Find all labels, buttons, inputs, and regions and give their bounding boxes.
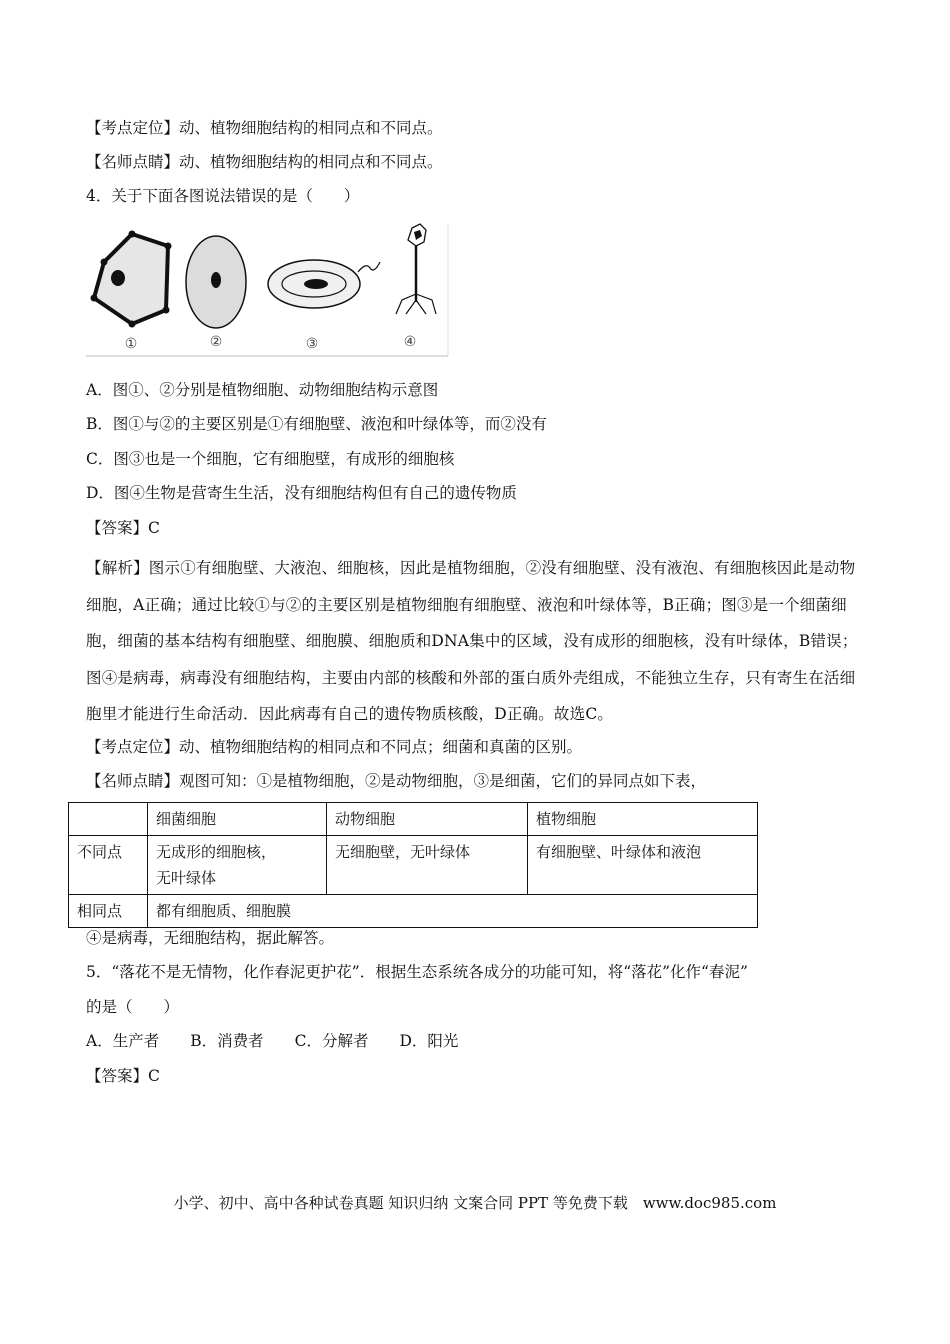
animal-cell-drawing <box>186 236 246 328</box>
table-cell: 都有细胞质、细胞膜 <box>148 895 758 928</box>
kaodian-1: 【考点定位】动、植物细胞结构的相同点和不同点。 <box>86 119 443 137</box>
virus-drawing <box>396 224 436 314</box>
table-header-cell: 动物细胞 <box>327 803 528 836</box>
q4-option-b: B．图①与②的主要区别是①有细胞壁、液泡和叶绿体等，而②没有 <box>86 415 547 433</box>
comparison-table <box>68 802 758 928</box>
after-table-note: ④是病毒，无细胞结构，据此解答。 <box>86 929 335 947</box>
q5-stem-line2: 的是（ ） <box>86 998 180 1016</box>
q4-stem: 4．关于下面各图说法错误的是（ ） <box>86 187 360 205</box>
q4-option-a: A．图①、②分别是植物细胞、动物细胞结构示意图 <box>86 381 439 399</box>
table-header-cell: 植物细胞 <box>528 803 758 836</box>
bacterium-drawing <box>268 260 380 308</box>
table-header-cell: 细菌细胞 <box>148 803 327 836</box>
cell-figure <box>86 222 450 360</box>
q4-answer: 【答案】C <box>86 519 160 537</box>
figure-label-4: ④ <box>403 334 417 350</box>
table-row <box>69 895 758 928</box>
table-cell: 无细胞壁，无叶绿体 <box>327 836 528 895</box>
mingshi-2: 【名师点睛】观图可知：①是植物细胞，②是动物细胞，③是细菌，它们的异同点如下表， <box>86 772 707 790</box>
table-cell: 无成形的细胞核， 无叶绿体 <box>148 836 327 895</box>
plant-cell-drawing <box>91 231 172 328</box>
q5-options: A．生产者 B．消费者 C．分解者 D．阳光 <box>86 1032 459 1050</box>
q5-stem-line1: 5．“落花不是无情物，化作春泥更护花”．根据生态系统各成分的功能可知，将“落花”化作“春泥” <box>86 963 748 981</box>
row-label: 不同点 <box>69 836 148 895</box>
page-footer: 小学、初中、高中各种试卷真题 知识归纳 文案合同 PPT 等免费下载 www.doc985.com <box>173 1194 777 1212</box>
kaodian-2: 【考点定位】动、植物细胞结构的相同点和不同点；细菌和真菌的区别。 <box>86 738 583 756</box>
q5-answer: 【答案】C <box>86 1067 160 1085</box>
row-label: 相同点 <box>69 895 148 928</box>
table-cell: 有细胞壁、叶绿体和液泡 <box>528 836 758 895</box>
table-row <box>69 836 758 895</box>
figure-label-3: ③ <box>305 336 319 352</box>
figure-label-2: ② <box>209 334 223 350</box>
q4-option-c: C．图③也是一个细胞，它有细胞壁，有成形的细胞核 <box>86 450 455 468</box>
table-header-row <box>69 803 758 836</box>
mingshi-1: 【名师点睛】动、植物细胞结构的相同点和不同点。 <box>86 153 443 171</box>
table-header-cell <box>69 803 148 836</box>
q4-analysis: 【解析】图示①有细胞壁、大液泡、细胞核，因此是植物细胞，②没有细胞壁、没有液泡、有细胞核因此是动物细胞，A正确；通过比较①与②的主要区别是植物细胞有细胞壁、液泡和叶绿体等，B正确；图③是一个细菌细胞，细菌的基本结构有细胞壁、细胞膜、细胞质和DNA集中的区域，没有成形的细胞核，没有叶绿体，B错误；图④是病毒，病毒没有细胞结构，主要由内部的核酸和外部的蛋白质外壳组成，不能独立生存，只有寄生在活细胞里才能进行生命活动．因此病毒有自己的遗传物质核酸，D正确。故选C。 <box>86 559 858 723</box>
figure-label-1: ① <box>124 336 138 352</box>
q4-option-d: D．图④生物是营寄生生活，没有细胞结构但有自己的遗传物质 <box>86 484 517 502</box>
